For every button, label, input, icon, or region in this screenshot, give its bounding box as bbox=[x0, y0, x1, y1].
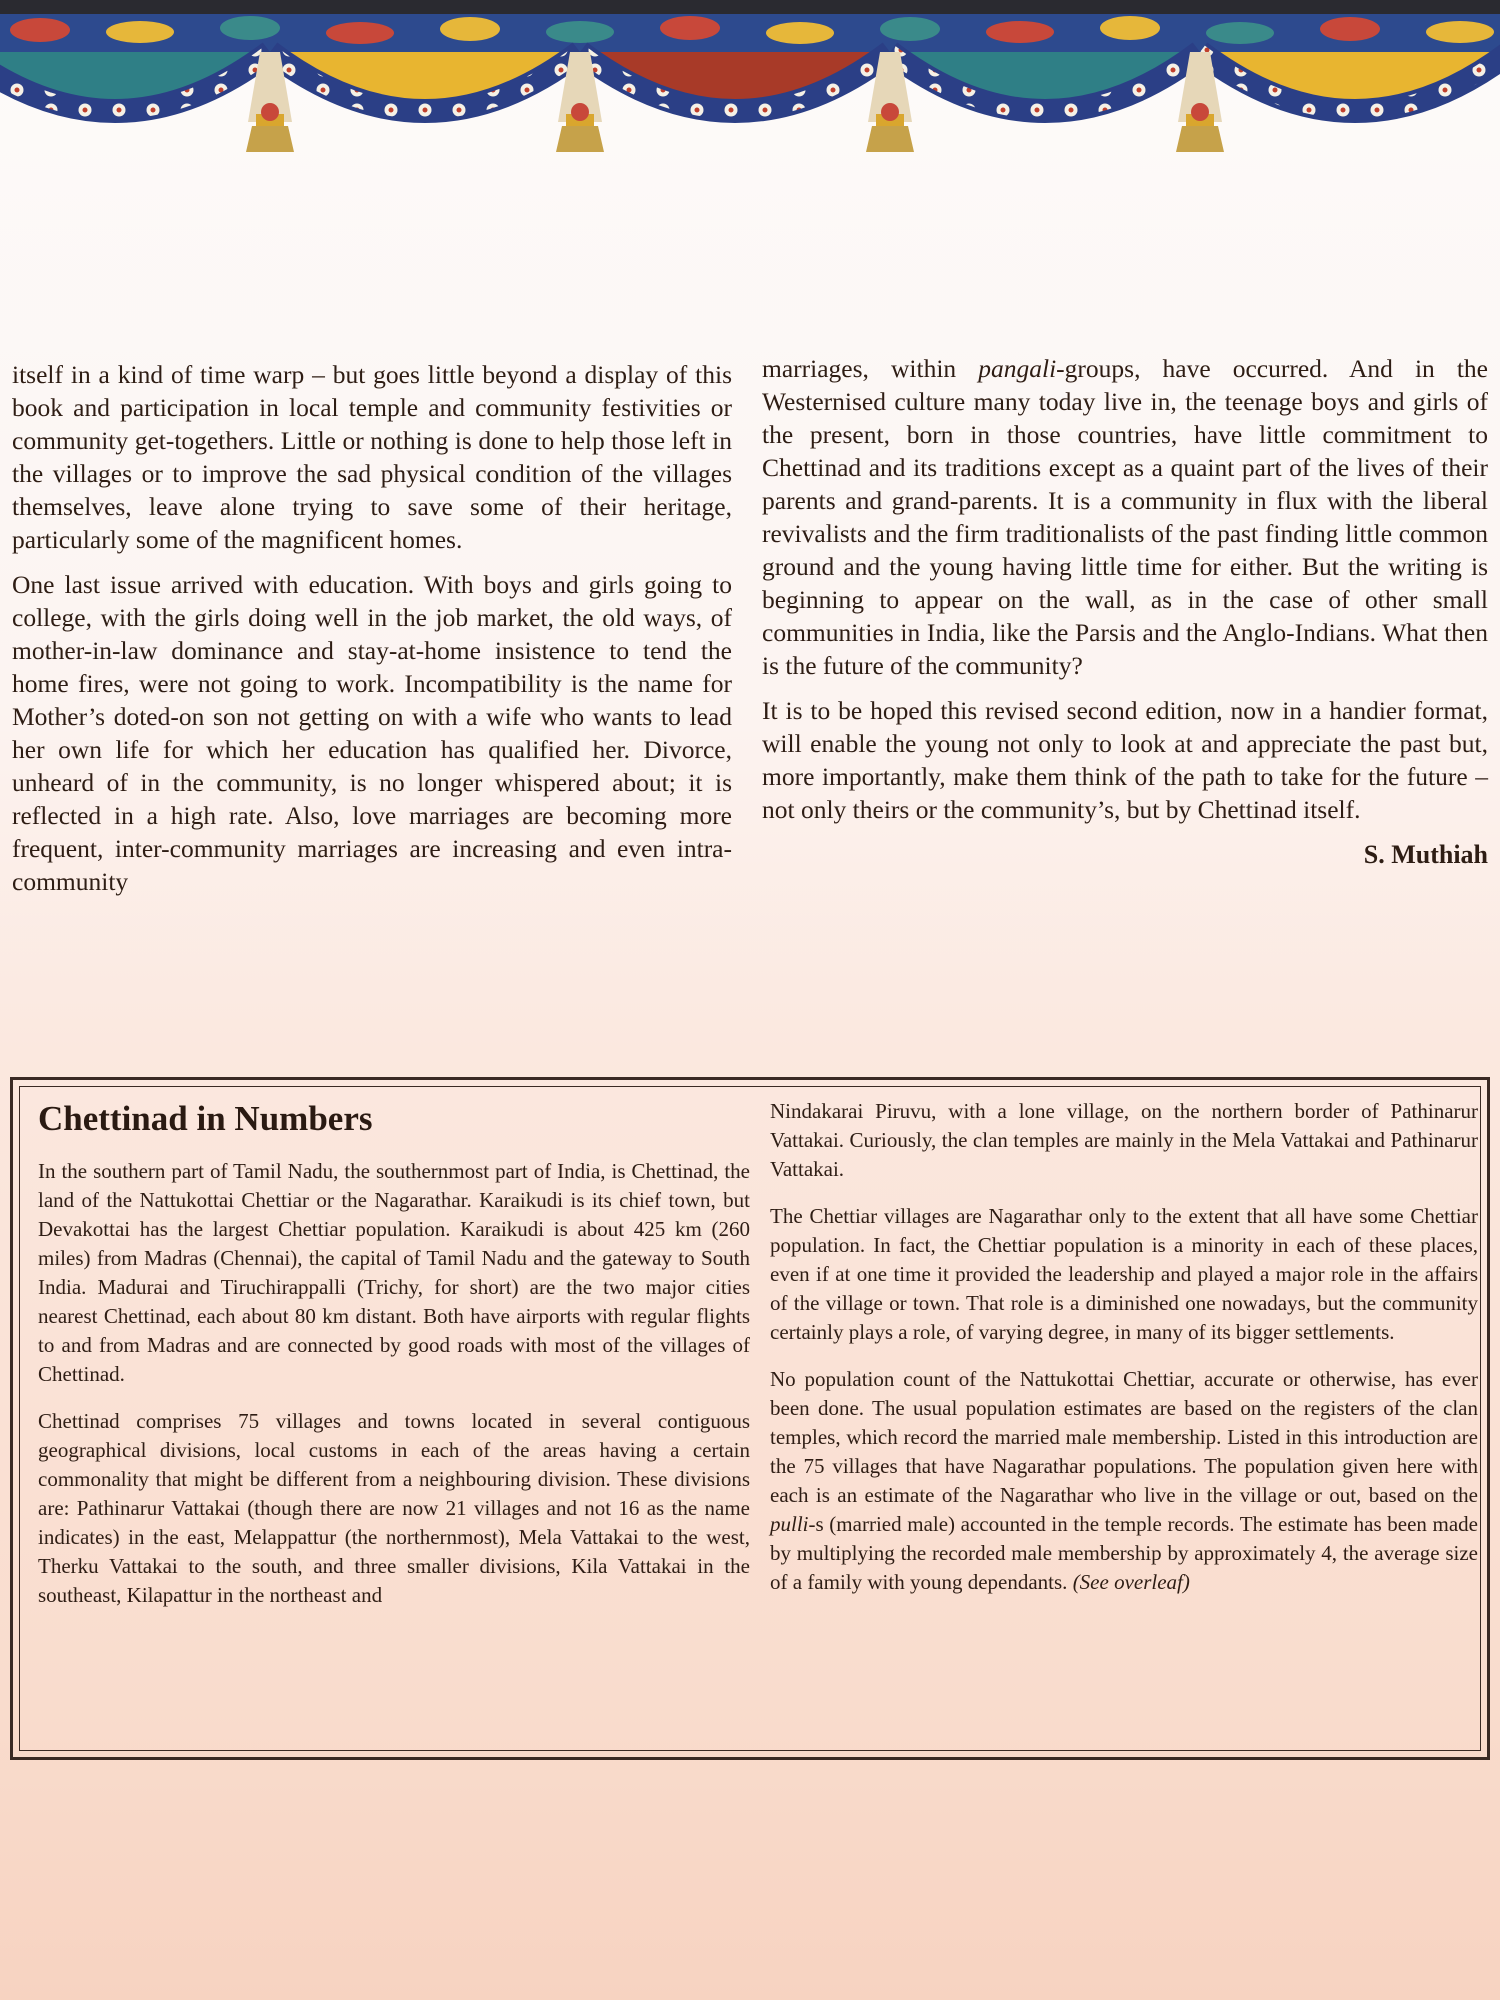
body-paragraph: itself in a kind of time warp – but goes little beyond a display of this book and participation in local temple and community festivities or community get-togethers. Little or nothing is done to help those left in the villages or to improve the sad physical condition of the villages themselves, leave alone trying to save some of their heritage, particularly some of the magnificent homes. bbox=[12, 360, 732, 554]
sidebar-paragraph: Chettinad comprises 75 villages and towns located in several contiguous geographical divisions, local customs in each of the areas having a certain commonality that might be different from a neighbouring division. These divisions are: Pathinarur Vattakai (though there are now 21 villages and not 16 as the name indicates) in the east, Melappattur (the northernmost), Mela Vattakai to the west, Therku Vattakai to the south, and three smaller divisions, Kila Vattakai in the southeast, Kilapattur in the northeast and bbox=[38, 1409, 750, 1607]
text-run: marriages, within bbox=[762, 354, 979, 383]
text-run: -groups, have occurred. And in the Westernised culture many today live in, the teenage boys and girls of the present, born in those countries, have little commitment to Chettinad and its traditions except as a quaint part of the lives of their parents and grand-parents. It is a community in flux with the liberal revivalists and the firm traditionalists of the past finding little common ground and the young having little time for either. But the writing is beginning to appear on the wall, as in the case of other small communities in India, like the Parsis and the Anglo-Indians. What then is the future of the community? bbox=[762, 354, 1489, 680]
festoon-illustration bbox=[0, 0, 1500, 190]
sidebar-title: Chettinad in Numbers bbox=[38, 1099, 373, 1138]
text-run: No population count of the Nattukottai Chettiar, accurate or otherwise, has ever been done. The usual population estimates are based on the registers of the clan temples, which record the married male membership. Listed in this introduction are the 75 villages that have Nagarathar populations. The population given here with each is an estimate of the Nagarathar who live in the village or out, based on the bbox=[770, 1367, 1478, 1507]
italic-term: pangali bbox=[978, 354, 1057, 383]
author-signature: S. Muthiah bbox=[1363, 840, 1488, 869]
body-paragraph: It is to be hoped this revised second edition, now in a handier format, will enable the young not only to look at and appreciate the past but, more importantly, make them think of the path to take for the future – not only theirs or the community’s, but by Chettinad itself. bbox=[762, 696, 1488, 824]
body-column-right bbox=[762, 352, 1488, 871]
body-paragraph bbox=[762, 352, 1488, 682]
decorative-festoon-banner bbox=[0, 0, 1500, 190]
text-run: -s (married male) accounted in the temple records. The estimate has been made by multiplying the recorded male membership by approximately 4, the average size of a family with young dependants. bbox=[770, 1512, 1478, 1594]
sidebar-paragraph: The Chettiar villages are Nagarathar only to the extent that all have some Chettiar population. In fact, the Chettiar population is a minority in each of these places, even if at one time it provided the leadership and played a major role in the affairs of the village or town. That role is a diminished one nowadays, but the community certainly plays a role, of varying degree, in many of its bigger settlements. bbox=[770, 1204, 1478, 1344]
body-column-left bbox=[12, 358, 732, 910]
sidebar-paragraph: Nindakarai Piruvu, with a lone village, on the northern border of Pathinarur Vattakai. Curiously, the clan temples are mainly in the Mela Vattakai and Pathinarur Vattakai. bbox=[770, 1099, 1478, 1181]
italic-term: pulli bbox=[770, 1512, 809, 1536]
sidebar-column-right bbox=[770, 1097, 1478, 1615]
sidebar-box bbox=[10, 1077, 1490, 1760]
body-paragraph: One last issue arrived with education. With boys and girls going to college, with the girls doing well in the job market, the old ways, of mother-in-law dominance and stay-at-home insistence to tend the home fires, were not going to work. Incompatibility is the name for Mother’s doted-on son not getting on with a wife who wants to lead her own life for which her education has qualified her. Divorce, unheard of in the community, is no longer whispered about; it is reflected in a high rate. Also, love marriages are becoming more frequent, inter-community marriages are increasing and even intra-community bbox=[12, 570, 732, 896]
see-overleaf-note: (See overleaf) bbox=[1072, 1570, 1190, 1594]
sidebar-paragraph: In the southern part of Tamil Nadu, the southernmost part of India, is Chettinad, the land of the Nattukottai Chettiar or the Nagarathar. Karaikudi is its chief town, but Devakottai has the largest Chettiar population. Karaikudi is about 425 km (260 miles) from Madras (Chennai), the capital of Tamil Nadu and the gateway to South India. Madurai and Tiruchirappalli (Trichy, for short) are the two major cities nearest Chettinad, each about 80 km distant. Both have airports with regular flights to and from Madras and are connected by good roads with most of the villages of Chettinad. bbox=[38, 1159, 750, 1386]
sidebar-column-left bbox=[38, 1157, 750, 1628]
sidebar-box-inner bbox=[19, 1086, 1481, 1751]
sidebar-paragraph bbox=[770, 1365, 1478, 1597]
